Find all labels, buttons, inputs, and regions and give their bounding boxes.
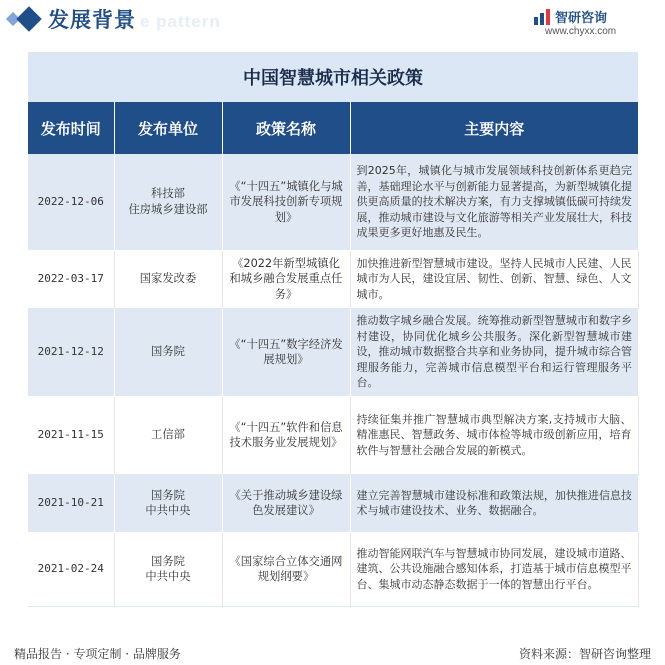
cell-unit: 国家发改委: [114, 250, 222, 308]
table-row: [28, 308, 638, 396]
cell-date: 2021-11-15: [28, 396, 114, 474]
cell-policy-name: 《2022年新型城镇化和城乡融合发展重点任务》: [222, 250, 350, 308]
table-row: [28, 396, 638, 474]
column-header-policy-name: 政策名称: [222, 102, 350, 154]
table-row: [28, 250, 638, 308]
cell-content: 建立完善智慧城市建设标准和政策法规，加快推进信息技术与城市建设技术、业务、数据融合。: [350, 474, 638, 532]
cell-unit: 工信部: [114, 396, 222, 474]
cell-unit: 科技部 住房城乡建设部: [114, 154, 222, 250]
diamond-icon: [16, 6, 41, 31]
cell-content: 推动智能网联汽车与智慧城市协同发展，建设城市道路、建筑、公共设施融合感知体系，打造基于城市信息模型平台、集城市动态静态数据于一体的智慧出行平台。: [350, 532, 638, 606]
column-header-date: 发布时间: [28, 102, 114, 154]
header-watermark: e pattern: [140, 12, 221, 31]
table-row: [28, 474, 638, 532]
cell-content: 持续征集并推广智慧城市典型解决方案,支持城市大脑、精准惠民、智慧政务、城市体检等城市级创新应用，培育软件与智慧社会融合发展的新模式。: [350, 396, 638, 474]
table-title: 中国智慧城市相关政策: [28, 52, 638, 102]
policy-table: [28, 102, 639, 607]
cell-policy-name: 《国家综合立体交通网规划纲要》: [222, 532, 350, 606]
policy-table-container: [28, 52, 638, 607]
cell-unit: 国务院 中共中央: [114, 532, 222, 606]
column-header-unit: 发布单位: [114, 102, 222, 154]
footer-services: 精品报告 · 专项定制 · 品牌服务: [14, 647, 181, 661]
section-title: 发展背景: [48, 8, 136, 32]
cell-date: 2021-10-21: [28, 474, 114, 532]
column-header-content: 主要内容: [350, 102, 638, 154]
cell-unit: 国务院: [114, 308, 222, 396]
cell-policy-name: 《关于推动城乡建设绿色发展建议》: [222, 474, 350, 532]
cell-date: 2022-12-06: [28, 154, 114, 250]
cell-unit: 国务院 中共中央: [114, 474, 222, 532]
cell-date: 2021-02-24: [28, 532, 114, 606]
cell-content: 到2025年，城镇化与城市发展领域科技创新体系更趋完善，基础理论水平与创新能力显著提高，为新型城镇化提供更高质量的技术解决方案，有力支撑城镇低碳可持续发展，推动城市建设与文化旅游等相关产业发展壮大，科技成果更多更好地惠及民生。: [350, 154, 638, 250]
page-footer: [0, 640, 665, 665]
brand-logo-block[interactable]: [505, 6, 645, 40]
cell-date: 2021-12-12: [28, 308, 114, 396]
cell-policy-name: 《“十四五”软件和信息技术服务业发展规划》: [222, 396, 350, 474]
brand-logo-icon: [533, 8, 551, 26]
footer-source: 资料来源：智研咨询整理: [518, 647, 651, 661]
cell-content: 加快推进新型智慧城市建设。坚持人民城市人民建、人民城市为人民，建设宜居、韧性、创新、智慧、绿色、人文城市。: [350, 250, 638, 308]
cell-policy-name: 《“十四五”城镇化与城市发展科技创新专项规划》: [222, 154, 350, 250]
table-row: [28, 532, 638, 606]
cell-content: 推动数字城乡融合发展。统筹推动新型智慧城市和数字乡村建设，协同优化城乡公共服务。深化新型智慧城市建设，推动城市数据整合共享和业务协同，提升城市综合管理服务能力，完善城市信息模型平台和运行管理服务平台。: [350, 308, 638, 396]
cell-date: 2022-03-17: [28, 250, 114, 308]
page-header: [0, 0, 665, 42]
brand-name: 智研咨询: [555, 11, 608, 26]
brand-url: www.chyxx.com: [545, 26, 617, 37]
table-header-row: [28, 102, 638, 154]
cell-policy-name: 《“十四五”数字经济发展规划》: [222, 308, 350, 396]
table-row: [28, 154, 638, 250]
